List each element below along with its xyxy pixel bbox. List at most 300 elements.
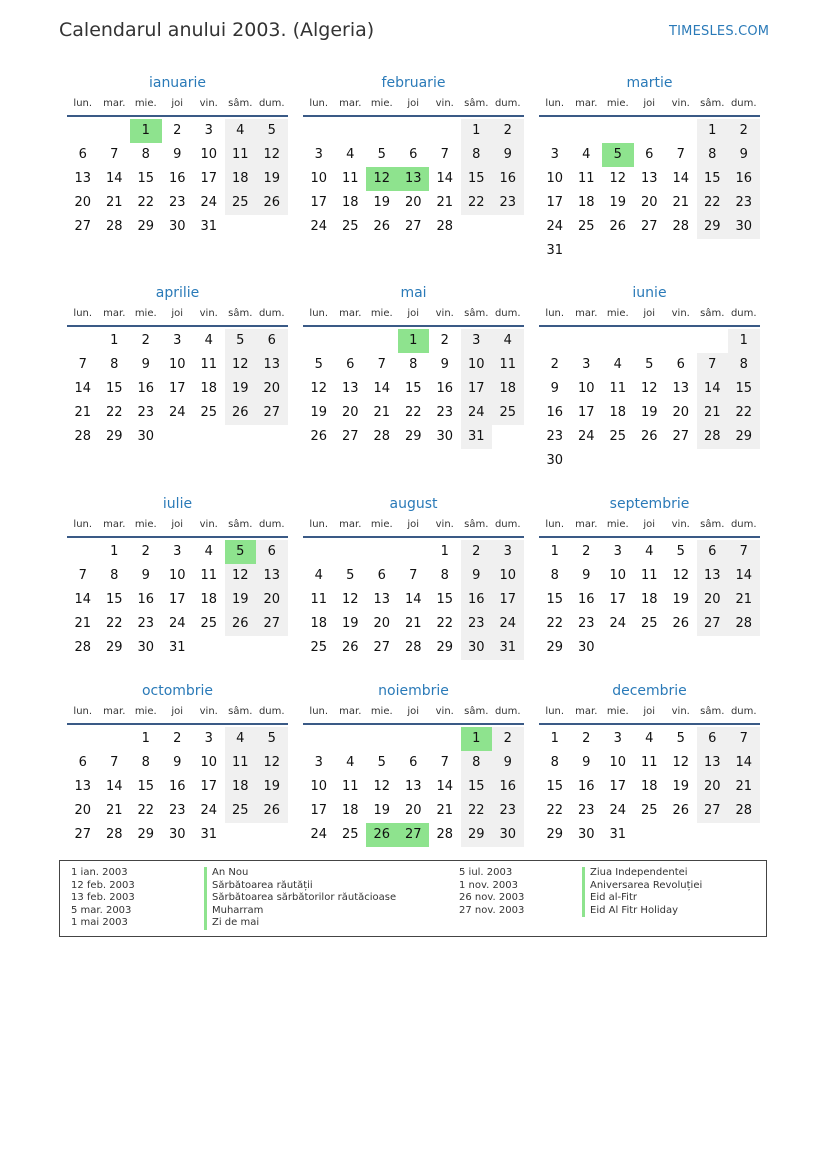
weekday-header [67, 93, 288, 117]
weekday-label: lun. [73, 706, 93, 717]
weekday-header [539, 93, 760, 117]
day-cell: 19 [256, 167, 288, 191]
day-cell: 1 [697, 119, 729, 143]
weekday-label: dum. [494, 308, 521, 319]
day-cell: 7 [377, 357, 386, 372]
weekday-label: lun. [73, 519, 93, 530]
day-cell: 14 [728, 564, 760, 588]
day-cell: 24 [310, 219, 328, 234]
day-cell: 18 [577, 195, 595, 210]
empty-cell [697, 329, 729, 353]
day-cell: 26 [640, 429, 658, 444]
day-cell: 30 [436, 429, 454, 444]
day-cell: 7 [728, 727, 760, 751]
weekday-label: vin. [435, 98, 454, 109]
month-name: august [389, 496, 438, 512]
weekday-label: mar. [103, 519, 126, 530]
weekday-header [539, 303, 760, 327]
weekday-header [303, 701, 524, 725]
month-calendar [303, 283, 524, 449]
legend-left-dates [71, 867, 135, 930]
day-cell: 10 [200, 755, 218, 770]
day-cell: 17 [168, 592, 186, 607]
day-cell: 3 [461, 329, 493, 353]
day-cell: 16 [168, 171, 186, 186]
weekday-header [303, 514, 524, 538]
weekday-label: mar. [575, 519, 598, 530]
day-cell: 12 [672, 568, 690, 583]
day-cell: 3 [173, 333, 182, 348]
day-cell: 21 [105, 803, 123, 818]
day-cell: 15 [546, 779, 564, 794]
day-cell: 11 [200, 568, 218, 583]
weekday-label: joi [407, 519, 420, 530]
day-cell: 16 [436, 381, 454, 396]
day-cell: 16 [461, 588, 493, 612]
empty-cell [429, 727, 461, 751]
day-cell: 10 [577, 381, 595, 396]
month-calendar [303, 494, 524, 660]
day-cell: 22 [404, 405, 422, 420]
day-cell: 6 [256, 329, 288, 353]
day-cell: 30 [577, 640, 595, 655]
month-name: iunie [632, 285, 667, 301]
empty-cell [665, 119, 697, 143]
day-cell: 15 [105, 592, 123, 607]
legend-date: 12 feb. 2003 [71, 879, 135, 891]
day-cell: 21 [728, 588, 760, 612]
day-cell: 5 [645, 357, 654, 372]
day-cell: 22 [697, 191, 729, 215]
weekday-label: dum. [258, 308, 285, 319]
day-cell: 4 [346, 147, 355, 162]
weekday-label: mar. [339, 98, 362, 109]
day-cell: 31 [168, 640, 186, 655]
day-cell: 12 [225, 564, 257, 588]
legend-holiday-name: Eid Al Fitr Holiday [582, 905, 702, 918]
day-cell: 4 [346, 755, 355, 770]
day-cell: 28 [672, 219, 690, 234]
day-cell: 29 [436, 640, 454, 655]
day-cell: 22 [546, 616, 564, 631]
month-calendar [67, 681, 288, 847]
day-cell: 6 [256, 540, 288, 564]
day-cell: 27 [640, 219, 658, 234]
day-cell: 30 [137, 429, 155, 444]
day-cell: 11 [609, 381, 627, 396]
day-cell: 10 [310, 171, 328, 186]
day-cell: 5 [377, 755, 386, 770]
day-cell: 5 [256, 119, 288, 143]
month-name: septembrie [609, 496, 690, 512]
empty-cell [335, 119, 367, 143]
day-cell: 21 [74, 405, 92, 420]
weekday-label: joi [643, 98, 656, 109]
empty-cell [602, 119, 634, 143]
empty-cell [539, 329, 571, 353]
day-cell: 7 [78, 568, 87, 583]
day-cell: 18 [609, 405, 627, 420]
day-cell: 17 [168, 381, 186, 396]
weekday-label: mie. [134, 706, 157, 717]
weekday-label: mie. [370, 519, 393, 530]
day-cell: 17 [310, 803, 328, 818]
legend-holiday-name: Eid al-Fitr [582, 892, 702, 905]
legend-holiday-name: Muharram [204, 905, 396, 918]
weekday-label: sâm. [228, 706, 253, 717]
holiday-legend [59, 860, 767, 937]
day-cell: 19 [672, 592, 690, 607]
day-cell: 12 [256, 751, 288, 775]
day-cell: 27 [373, 640, 391, 655]
weekday-label: dum. [494, 98, 521, 109]
empty-cell [539, 119, 571, 143]
day-cell: 2 [728, 119, 760, 143]
day-cell: 3 [314, 147, 323, 162]
weekday-label: mar. [103, 98, 126, 109]
weekday-label: mar. [575, 706, 598, 717]
day-cell: 15 [461, 775, 493, 799]
weekday-label: joi [171, 98, 184, 109]
day-cell: 15 [728, 377, 760, 401]
month-name: martie [626, 75, 673, 91]
day-cell: 20 [74, 803, 92, 818]
day-cell: 31 [546, 243, 564, 258]
day-cell: 29 [546, 640, 564, 655]
day-cell: 29 [546, 827, 564, 842]
day-cell: 28 [373, 429, 391, 444]
day-cell: 9 [492, 751, 524, 775]
day-cell: 30 [168, 219, 186, 234]
day-cell: 30 [137, 640, 155, 655]
day-cell: 23 [137, 405, 155, 420]
day-cell: 26 [225, 401, 257, 425]
day-cell: 17 [609, 592, 627, 607]
day-cell: 7 [78, 357, 87, 372]
weekday-label: lun. [73, 98, 93, 109]
empty-cell [571, 329, 603, 353]
day-cell: 28 [436, 219, 454, 234]
month-calendar [303, 681, 524, 847]
month-calendar [67, 283, 288, 449]
day-cell: 11 [341, 779, 359, 794]
day-grid [67, 540, 288, 660]
day-cell: 9 [141, 357, 150, 372]
day-cell: 29 [728, 425, 760, 449]
day-cell: 23 [461, 612, 493, 636]
day-cell: 27 [256, 401, 288, 425]
day-cell: 23 [492, 191, 524, 215]
day-cell: 6 [346, 357, 355, 372]
empty-cell [303, 329, 335, 353]
day-cell: 11 [577, 171, 595, 186]
day-cell: 17 [492, 588, 524, 612]
day-cell: 16 [728, 167, 760, 191]
day-cell: 14 [436, 171, 454, 186]
weekday-label: lun. [545, 706, 565, 717]
weekday-label: joi [171, 519, 184, 530]
day-cell: 19 [225, 377, 257, 401]
day-cell: 26 [225, 612, 257, 636]
weekday-label: joi [171, 706, 184, 717]
weekday-label: mie. [134, 98, 157, 109]
day-cell: 25 [609, 429, 627, 444]
weekday-label: sâm. [228, 308, 253, 319]
day-cell: 15 [137, 779, 155, 794]
day-cell: 6 [697, 540, 729, 564]
weekday-label: joi [643, 706, 656, 717]
day-cell: 4 [645, 731, 654, 746]
legend-date: 27 nov. 2003 [459, 904, 525, 916]
day-cell: 9 [550, 381, 559, 396]
empty-cell [335, 540, 367, 564]
day-cell: 7 [440, 147, 449, 162]
day-cell: 10 [546, 171, 564, 186]
day-cell: 1 [110, 333, 119, 348]
weekday-label: mie. [606, 706, 629, 717]
day-cell: 14 [74, 381, 92, 396]
month-name: ianuarie [148, 75, 207, 91]
day-cell: 21 [436, 803, 454, 818]
day-cell: 15 [697, 167, 729, 191]
day-cell: 12 [672, 755, 690, 770]
weekday-label: vin. [671, 519, 690, 530]
day-cell: 8 [461, 143, 493, 167]
page-title: Calendarul anului 2003. (Algeria) [59, 19, 375, 41]
day-cell: 20 [672, 405, 690, 420]
day-cell: 11 [225, 143, 257, 167]
weekday-label: vin. [199, 519, 218, 530]
day-cell: 31 [200, 219, 218, 234]
day-cell: 12 [310, 381, 328, 396]
day-cell: 18 [492, 377, 524, 401]
day-cell: 8 [141, 755, 150, 770]
legend-date: 13 feb. 2003 [71, 892, 135, 903]
weekday-header [67, 303, 288, 327]
day-cell: 18 [200, 381, 218, 396]
day-cell: 23 [728, 191, 760, 215]
day-cell: 27 [697, 612, 729, 636]
day-cell: 25 [640, 803, 658, 818]
day-cell: 23 [492, 799, 524, 823]
legend-date: 1 mai 2003 [71, 917, 128, 928]
day-cell: 6 [377, 568, 386, 583]
legend-holiday-name: Zi de mai [204, 917, 396, 930]
day-cell: 15 [461, 167, 493, 191]
day-cell: 25 [200, 616, 218, 631]
day-cell: 2 [550, 357, 559, 372]
day-grid [67, 329, 288, 449]
day-cell: 24 [461, 401, 493, 425]
day-cell: 26 [256, 191, 288, 215]
day-cell: 28 [728, 612, 760, 636]
weekday-label: lun. [545, 308, 565, 319]
day-cell: 9 [582, 568, 591, 583]
empty-cell [398, 119, 430, 143]
weekday-label: dum. [730, 308, 757, 319]
day-cell: 17 [546, 195, 564, 210]
day-cell: 27 [404, 219, 422, 234]
day-cell: 13 [74, 779, 92, 794]
weekday-label: dum. [730, 706, 757, 717]
empty-cell [303, 540, 335, 564]
holiday-day-cell: 1 [398, 329, 430, 353]
day-cell: 12 [341, 592, 359, 607]
month-name: februarie [381, 75, 446, 91]
weekday-label: lun. [309, 706, 329, 717]
day-cell: 8 [110, 568, 119, 583]
day-cell: 2 [173, 731, 182, 746]
weekday-label: vin. [435, 519, 454, 530]
day-cell: 26 [672, 616, 690, 631]
day-cell: 3 [550, 147, 559, 162]
weekday-label: mar. [339, 308, 362, 319]
day-cell: 25 [200, 405, 218, 420]
day-cell: 26 [672, 803, 690, 818]
month-calendar [303, 73, 524, 239]
day-cell: 3 [173, 544, 182, 559]
day-cell: 18 [341, 195, 359, 210]
weekday-label: lun. [545, 519, 565, 530]
day-cell: 1 [440, 544, 449, 559]
day-cell: 15 [105, 381, 123, 396]
day-cell: 30 [577, 827, 595, 842]
empty-cell [634, 119, 666, 143]
day-cell: 5 [314, 357, 323, 372]
day-cell: 14 [436, 779, 454, 794]
weekday-label: dum. [258, 706, 285, 717]
day-cell: 19 [225, 588, 257, 612]
month-calendar [67, 494, 288, 660]
day-cell: 9 [492, 143, 524, 167]
day-cell: 22 [436, 616, 454, 631]
day-cell: 10 [168, 568, 186, 583]
day-cell: 3 [613, 731, 622, 746]
month-calendar [539, 681, 760, 847]
day-cell: 2 [492, 727, 524, 751]
weekday-label: vin. [671, 98, 690, 109]
day-cell: 23 [546, 429, 564, 444]
day-cell: 8 [728, 353, 760, 377]
day-cell: 11 [341, 171, 359, 186]
day-cell: 6 [78, 147, 87, 162]
day-cell: 14 [728, 751, 760, 775]
holiday-day-cell: 13 [398, 167, 430, 191]
holiday-day-cell: 27 [398, 823, 430, 847]
day-cell: 17 [577, 405, 595, 420]
weekday-label: dum. [494, 706, 521, 717]
day-cell: 8 [697, 143, 729, 167]
day-cell: 8 [461, 751, 493, 775]
day-cell: 25 [310, 640, 328, 655]
empty-cell [366, 329, 398, 353]
day-cell: 18 [225, 775, 257, 799]
day-cell: 16 [137, 592, 155, 607]
day-cell: 29 [461, 823, 493, 847]
weekday-label: sâm. [228, 98, 253, 109]
weekday-label: sâm. [700, 519, 725, 530]
empty-cell [366, 119, 398, 143]
day-cell: 1 [550, 544, 559, 559]
day-cell: 31 [609, 827, 627, 842]
day-cell: 21 [672, 195, 690, 210]
holiday-day-cell: 5 [602, 143, 634, 167]
day-cell: 20 [74, 195, 92, 210]
day-cell: 12 [640, 381, 658, 396]
weekday-label: mie. [606, 519, 629, 530]
day-cell: 28 [728, 799, 760, 823]
brand-link[interactable]: TIMESLES.COM [669, 24, 770, 39]
empty-cell [571, 119, 603, 143]
day-cell: 4 [645, 544, 654, 559]
day-cell: 27 [697, 799, 729, 823]
month-name: aprilie [155, 285, 200, 301]
day-cell: 28 [404, 640, 422, 655]
day-cell: 6 [409, 755, 418, 770]
day-cell: 12 [373, 779, 391, 794]
day-cell: 13 [697, 564, 729, 588]
weekday-label: joi [407, 706, 420, 717]
day-cell: 26 [373, 219, 391, 234]
month-name: decembrie [612, 683, 687, 699]
day-cell: 22 [137, 195, 155, 210]
day-cell: 1 [461, 119, 493, 143]
day-cell: 30 [546, 453, 564, 468]
day-cell: 9 [173, 755, 182, 770]
empty-cell [67, 119, 99, 143]
weekday-label: lun. [309, 308, 329, 319]
day-cell: 16 [577, 779, 595, 794]
day-cell: 20 [404, 803, 422, 818]
weekday-label: sâm. [464, 706, 489, 717]
weekday-label: mie. [370, 308, 393, 319]
month-name: octombrie [141, 683, 214, 699]
day-cell: 20 [697, 775, 729, 799]
day-cell: 28 [436, 827, 454, 842]
day-cell: 7 [409, 568, 418, 583]
day-cell: 9 [141, 568, 150, 583]
day-cell: 19 [609, 195, 627, 210]
month-name: iulie [162, 496, 193, 512]
day-grid [539, 727, 760, 847]
day-cell: 28 [74, 429, 92, 444]
day-cell: 4 [582, 147, 591, 162]
day-grid [539, 329, 760, 473]
day-cell: 10 [461, 353, 493, 377]
day-cell: 27 [672, 429, 690, 444]
day-cell: 19 [373, 803, 391, 818]
day-cell: 17 [310, 195, 328, 210]
weekday-label: mie. [606, 308, 629, 319]
day-cell: 25 [492, 401, 524, 425]
empty-cell [67, 329, 99, 353]
day-cell: 13 [74, 171, 92, 186]
weekday-label: mie. [606, 98, 629, 109]
legend-right-dates [459, 867, 524, 917]
day-cell: 8 [550, 755, 559, 770]
holiday-day-cell: 26 [366, 823, 398, 847]
weekday-label: lun. [545, 98, 565, 109]
day-cell: 12 [609, 171, 627, 186]
month-name: mai [400, 285, 427, 301]
day-cell: 2 [440, 333, 449, 348]
empty-cell [335, 329, 367, 353]
day-cell: 1 [110, 544, 119, 559]
day-cell: 20 [697, 588, 729, 612]
empty-cell [366, 540, 398, 564]
day-cell: 1 [141, 731, 150, 746]
day-cell: 10 [310, 779, 328, 794]
